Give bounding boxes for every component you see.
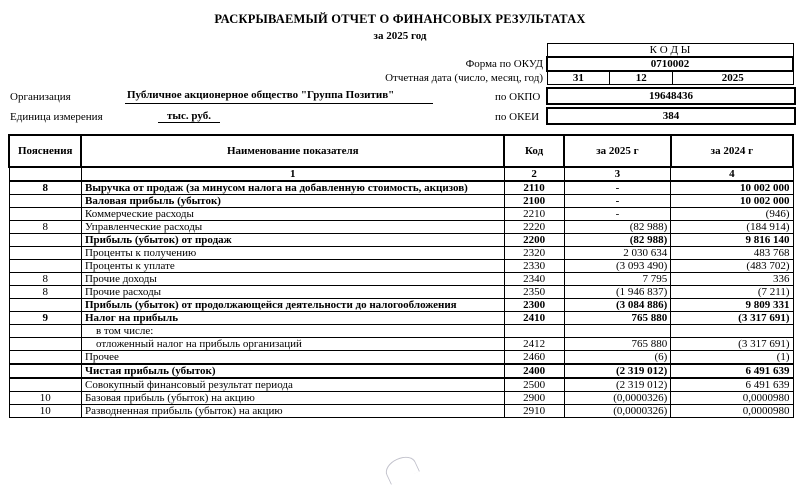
row-note: 8 [9, 286, 81, 299]
row-value-2025: (2 319 012) [564, 378, 671, 392]
row-code [504, 325, 564, 338]
header-2025: за 2025 г [564, 135, 671, 167]
table-row [9, 312, 793, 325]
column-number-row [9, 167, 793, 181]
table-row [9, 247, 793, 260]
row-value-2025: (0,0000326) [564, 392, 671, 405]
row-value-2025: (1 946 837) [564, 286, 671, 299]
table-row [9, 325, 793, 338]
row-value-2024: 10 002 000 [671, 181, 793, 195]
row-code: 2330 [504, 260, 564, 273]
table-row [9, 221, 793, 234]
row-name: Совокупный финансовый результат периода [81, 378, 504, 392]
row-note [9, 338, 81, 351]
row-value-2024 [671, 325, 793, 338]
header-indicator: Наименование показателя [81, 135, 504, 167]
row-code: 2900 [504, 392, 564, 405]
row-code: 2410 [504, 312, 564, 325]
row-note: 8 [9, 273, 81, 286]
row-value-2025: 2 030 634 [564, 247, 671, 260]
row-value-2024: (3 317 691) [671, 312, 793, 325]
table-row [9, 208, 793, 221]
row-value-2024: 9 816 140 [671, 234, 793, 247]
row-value-2025: - [564, 208, 671, 221]
table-row [9, 273, 793, 286]
form-label: Форма по ОКУД [465, 58, 543, 70]
row-value-2025: 765 880 [564, 312, 671, 325]
table-row [9, 392, 793, 405]
row-value-2024: (7 211) [671, 286, 793, 299]
row-note: 10 [9, 392, 81, 405]
table-row [9, 364, 793, 378]
table-row [9, 405, 793, 418]
row-value-2024: 6 491 639 [671, 364, 793, 378]
colnum-2: 2 [504, 167, 564, 181]
report-year: 2025 [673, 71, 793, 85]
row-name: Управленческие расходы [81, 221, 504, 234]
report-day: 31 [547, 71, 610, 85]
table-row [9, 234, 793, 247]
report-period: за 2025 год [373, 30, 427, 42]
date-label: Отчетная дата (число, месяц, год) [385, 72, 543, 84]
unit-label: Единица измерения [10, 111, 103, 123]
row-code: 2500 [504, 378, 564, 392]
unit-value: тыс. руб. [158, 110, 220, 123]
row-code: 2400 [504, 364, 564, 378]
table-row [9, 181, 793, 195]
colnum-4: 4 [671, 167, 793, 181]
row-value-2025: (6) [564, 351, 671, 365]
row-value-2024: 9 809 331 [671, 299, 793, 312]
row-value-2024: 6 491 639 [671, 378, 793, 392]
codes-header: К О Д Ы [547, 44, 793, 58]
row-code: 2110 [504, 181, 564, 195]
row-note [9, 325, 81, 338]
row-code: 2300 [504, 299, 564, 312]
row-note [9, 364, 81, 378]
row-code: 2220 [504, 221, 564, 234]
okei-code: 384 [546, 107, 796, 125]
row-value-2025: - [564, 181, 671, 195]
row-name: Разводненная прибыль (убыток) на акцию [81, 405, 504, 418]
table-row [9, 351, 793, 365]
row-value-2024: (1) [671, 351, 793, 365]
header-2024: за 2024 г [671, 135, 793, 167]
row-name: Прочее [81, 351, 504, 365]
report-title: РАСКРЫВАЕМЫЙ ОТЧЕТ О ФИНАНСОВЫХ РЕЗУЛЬТАТАХ [214, 12, 586, 26]
colnum-1: 1 [81, 167, 504, 181]
row-name: Базовая прибыль (убыток) на акцию [81, 392, 504, 405]
row-note [9, 247, 81, 260]
row-name: Выручка от продаж (за минусом налога на добавленную стоимость, акцизов) [81, 181, 504, 195]
row-note: 9 [9, 312, 81, 325]
row-name: Проценты к уплате [81, 260, 504, 273]
row-code: 2200 [504, 234, 564, 247]
row-name: Прибыль (убыток) от продаж [81, 234, 504, 247]
row-value-2025: - [564, 195, 671, 208]
row-note [9, 208, 81, 221]
row-value-2025: (0,0000326) [564, 405, 671, 418]
codes-table [546, 43, 794, 85]
row-code: 2210 [504, 208, 564, 221]
row-name: Налог на прибыль [81, 312, 504, 325]
table-row [9, 195, 793, 208]
table-row [9, 286, 793, 299]
colnum-3: 3 [564, 167, 671, 181]
row-name: Валовая прибыль (убыток) [81, 195, 504, 208]
row-value-2025: 765 880 [564, 338, 671, 351]
header-code: Код [504, 135, 564, 167]
row-note: 8 [9, 221, 81, 234]
table-row [9, 299, 793, 312]
row-note [9, 299, 81, 312]
row-note [9, 260, 81, 273]
row-code: 2350 [504, 286, 564, 299]
table-row [9, 338, 793, 351]
row-code: 2460 [504, 351, 564, 365]
row-name: Проценты к получению [81, 247, 504, 260]
row-value-2024: 0,0000980 [671, 405, 793, 418]
row-value-2025 [564, 325, 671, 338]
row-value-2025: (3 093 490) [564, 260, 671, 273]
row-code: 2340 [504, 273, 564, 286]
table-row [9, 260, 793, 273]
row-name: Прочие расходы [81, 286, 504, 299]
org-name: Публичное акционерное общество "Группа Позитив" [127, 89, 395, 101]
row-code: 2100 [504, 195, 564, 208]
financial-results-table [8, 134, 794, 418]
okei-label: по ОКЕИ [495, 111, 540, 123]
row-name: Коммерческие расходы [81, 208, 504, 221]
row-value-2025: (82 988) [564, 221, 671, 234]
row-value-2025: (2 319 012) [564, 364, 671, 378]
row-code: 2320 [504, 247, 564, 260]
row-value-2024: 10 002 000 [671, 195, 793, 208]
row-value-2024: (184 914) [671, 221, 793, 234]
row-code: 2412 [504, 338, 564, 351]
row-value-2025: (82 988) [564, 234, 671, 247]
org-underline [125, 103, 433, 104]
row-value-2025: 7 795 [564, 273, 671, 286]
row-code: 2910 [504, 405, 564, 418]
org-label: Организация [10, 91, 71, 103]
report-month: 12 [610, 71, 673, 85]
header-notes: Пояснения [9, 135, 81, 167]
row-note [9, 195, 81, 208]
row-name: отложенный налог на прибыль организаций [81, 338, 504, 351]
row-note [9, 351, 81, 365]
row-name: Чистая прибыль (убыток) [81, 364, 504, 378]
row-value-2025: (3 084 886) [564, 299, 671, 312]
okpo-code: 19648436 [546, 87, 796, 105]
row-value-2024: (946) [671, 208, 793, 221]
row-value-2024: 336 [671, 273, 793, 286]
row-note: 8 [9, 181, 81, 195]
okpo-label: по ОКПО [495, 91, 541, 103]
row-note [9, 234, 81, 247]
row-name: в том числе: [81, 325, 504, 338]
row-value-2024: (483 702) [671, 260, 793, 273]
form-code: 0710002 [547, 57, 793, 71]
row-note [9, 378, 81, 392]
row-name: Прибыль (убыток) от продолжающейся деятельности до налогообложения [81, 299, 504, 312]
table-row [9, 378, 793, 392]
row-value-2024: 483 768 [671, 247, 793, 260]
row-value-2024: 0,0000980 [671, 392, 793, 405]
row-note: 10 [9, 405, 81, 418]
row-value-2024: (3 317 691) [671, 338, 793, 351]
row-name: Прочие доходы [81, 273, 504, 286]
